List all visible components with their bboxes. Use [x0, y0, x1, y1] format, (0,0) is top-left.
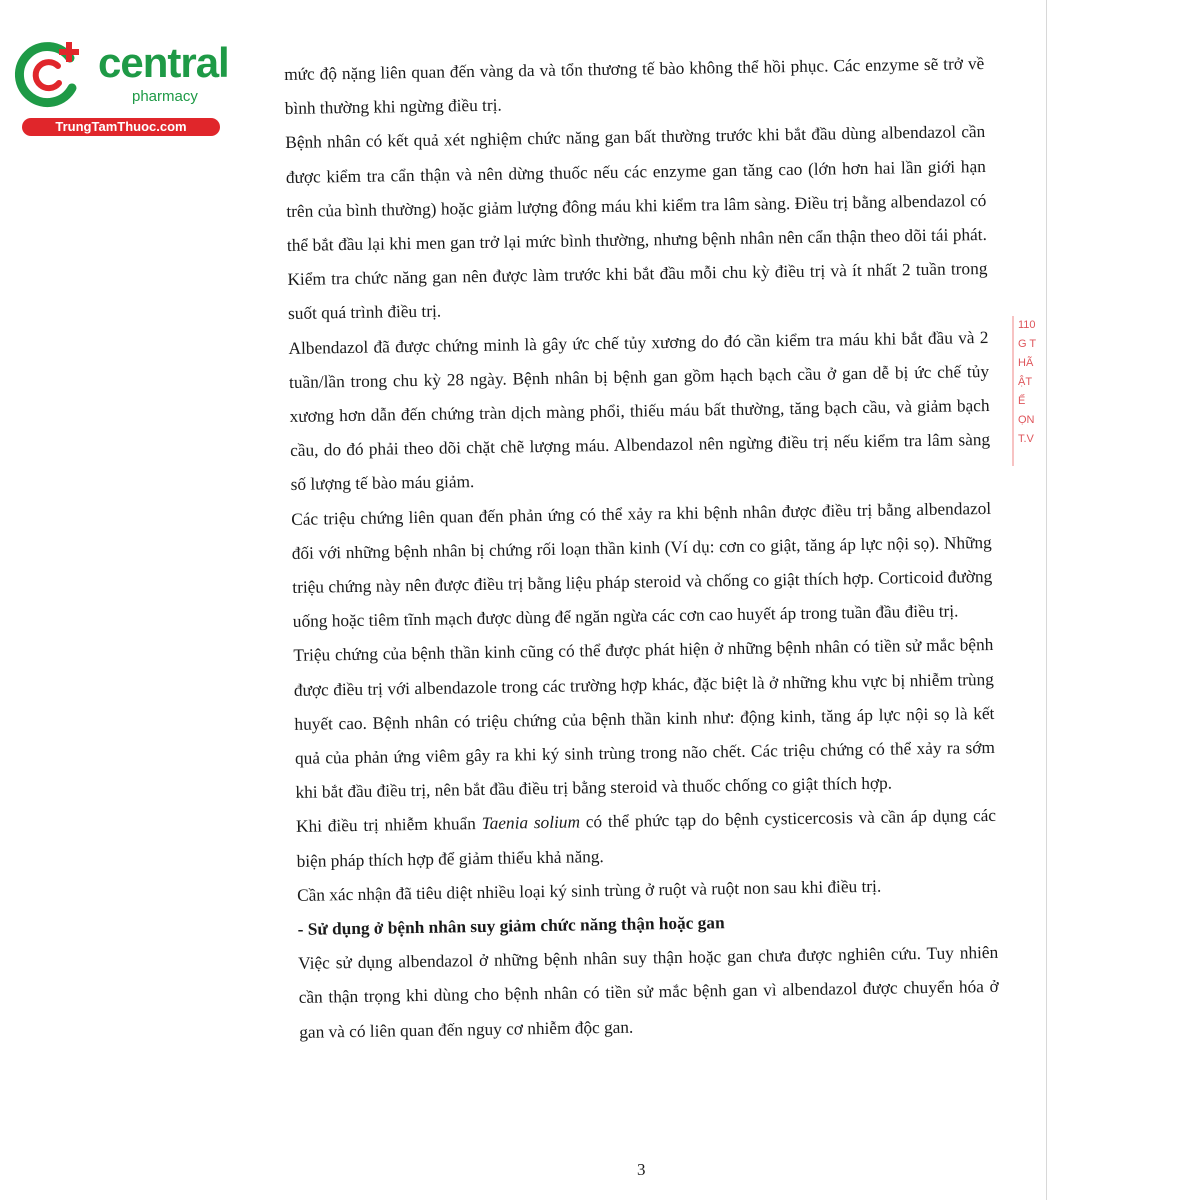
stamp-text: T.V: [1018, 433, 1034, 445]
paragraph-taenia: [296, 799, 997, 878]
stamp-text: ỌN: [1018, 414, 1035, 426]
stamp-border: [1012, 316, 1014, 466]
pharmacy-logo[interactable]: [10, 36, 229, 136]
paragraph-confirm: Cần xác nhận đã tiêu diệt nhiều loại ký sinh trùng ở ruột và ruột non sau khi điều trị.: [297, 876, 882, 905]
page-edge: [1046, 0, 1047, 1200]
logo-mark-icon: [10, 36, 90, 112]
page-number: 3: [637, 1160, 646, 1179]
paragraph-4: Các triệu chứng liên quan đến phản ứng có thể xảy ra khi bệnh nhân được điều trị bằng albendazol đối với những bệnh nhân bị chứng rối loạn thần kinh (Ví dụ: cơn co giật, tăng áp lực nội sọ). Những triệu chứng này nên được điều trị bằng liệu pháp steroid và chống co giật thích hợp. Corticoid đường uống hoặc tiêm tĩnh mạch được dùng để ngăn ngừa các cơn cao huyết áp trong tuần đầu điều trị.: [291, 498, 993, 632]
paragraph-3: Albendazol đã được chứng minh là gây ức chế tủy xương do đó cần kiểm tra máu khi bắt đầu và 2 tuần/lần trong chu kỳ 28 ngày. Bệnh nhân bị bệnh gan gồm hạch bạch cầu ở gan dễ bị ức chế tủy xương hơn dẫn đến chứng tràn dịch màng phổi, thiếu máu bất thường, tăng bạch cầu, và giảm bạch cầu, do đó phải theo dõi chặt chẽ lượng máu. Albendazol nên ngừng điều trị nếu kiểm tra lâm sàng số lượng tế bào máu giảm.: [288, 327, 991, 495]
paragraph-1: mức độ nặng liên quan đến vàng da và tổn thương tế bào không thể hồi phục. Các enzyme sẽ trở về bình thường khi ngừng điều trị.: [284, 54, 985, 119]
logo-brand: central: [98, 39, 229, 86]
stamp-text: 110: [1018, 319, 1036, 331]
stamp-text: HÃ: [1018, 357, 1034, 369]
taenia-after: có thể phức tạp do bệnh cysticercosis và cần áp dụng các biện pháp thích hợp để giảm thiểu khả năng.: [296, 806, 997, 871]
taenia-before: Khi điều trị nhiễm khuẩn: [295, 814, 482, 837]
logo-url-badge: TrungTamThuoc.com: [22, 118, 220, 136]
paragraph-2: Bệnh nhân có kết quả xét nghiệm chức năng gan bất thường trước khi bắt đầu dùng albendazol cần được kiểm tra cẩn thận và nên dừng thuốc nếu các enzyme gan tăng cao (lớn hơn hai lần giới hạn trên của bình thường) hoặc giảm lượng đông máu khi kiểm tra lâm sàng. Điều trị bằng albendazol có thể bắt đầu lại khi men gan trở lại mức bình thường, nhưng bệnh nhân nên cẩn thận theo dõi tái phát. Kiểm tra chức năng gan nên được làm trước khi bắt đầu mỗi chu kỳ điều trị và ít nhất 2 tuần trong suốt quá trình điều trị.: [285, 122, 988, 324]
stamp-text: ẬT: [1018, 376, 1033, 388]
logo-subtitle: pharmacy: [132, 88, 198, 105]
paragraph-final: Việc sử dụng albendazol ở những bệnh nhân suy thận hoặc gan chưa được nghiên cứu. Tuy nhiên cần thận trọng khi dùng cho bệnh nhân có tiền sử mắc bệnh gan vì albendazol được chuyển hóa ở gan và có liên quan đến nguy cơ nhiễm độc gan.: [298, 943, 999, 1042]
stamp-text: Ế: [1018, 395, 1026, 407]
paragraph-5: Triệu chứng của bệnh thần kinh cũng có thể được phát hiện ở những bệnh nhân có tiền sử mắc bệnh được điều trị với albendazole trong các trường hợp khác, đặc biệt là ở những khu vực bị nhiễm trùng huyết cao. Bệnh nhân có triệu chứng của bệnh thần kinh như: động kinh, tăng áp lực nội sọ là kết quả của phản ứng viêm gây ra khi ký sinh trùng trong não chết. Các triệu chứng có thể xảy ra sớm khi bắt đầu điều trị, nên bắt đầu điều trị bằng steroid và thuốc chống co giật thích hợp.: [293, 635, 996, 803]
taenia-species: Taenia solium: [481, 812, 581, 834]
section-heading: - Sử dụng ở bệnh nhân suy giảm chức năng thận hoặc gan: [297, 913, 725, 939]
document-body: [284, 47, 999, 1050]
stamp-text: G T: [1018, 338, 1037, 350]
red-stamp-fragment: [1018, 316, 1050, 466]
